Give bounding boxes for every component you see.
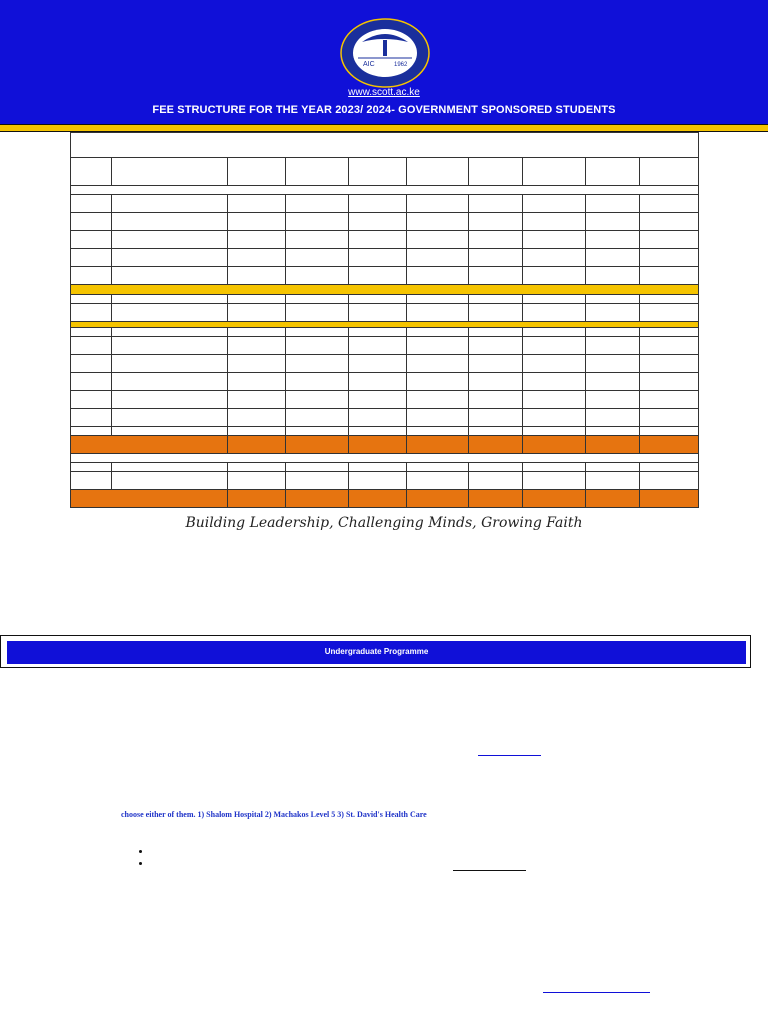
table-cell xyxy=(228,231,286,249)
table-cell xyxy=(523,304,586,322)
table-cell xyxy=(349,158,407,186)
table-cell xyxy=(640,472,699,490)
table-cell xyxy=(349,328,407,337)
table-cell xyxy=(469,355,523,373)
table-cell xyxy=(71,158,112,186)
table-header-row xyxy=(71,158,699,186)
table-cell xyxy=(407,267,469,285)
table-cell xyxy=(586,472,640,490)
programme-banner-label: Undergraduate Programme xyxy=(324,647,429,656)
table-cell xyxy=(469,213,523,231)
table-cell xyxy=(586,463,640,472)
table-cell xyxy=(71,249,112,267)
table-cell xyxy=(640,213,699,231)
table-cell xyxy=(349,195,407,213)
table-cell xyxy=(640,409,699,427)
table-row xyxy=(71,295,699,304)
table-cell xyxy=(407,472,469,490)
table-cell xyxy=(586,391,640,409)
table-cell xyxy=(286,490,349,508)
table-cell xyxy=(228,304,286,322)
table-cell xyxy=(640,427,699,436)
table-cell xyxy=(407,391,469,409)
table-cell xyxy=(112,304,228,322)
table-cell xyxy=(349,267,407,285)
table-cell xyxy=(469,304,523,322)
table-cell xyxy=(71,355,112,373)
table-cell xyxy=(469,373,523,391)
table-cell xyxy=(640,195,699,213)
subtotal-row xyxy=(71,436,699,454)
hyperlink-underline[interactable] xyxy=(478,755,541,756)
table-cell xyxy=(286,337,349,355)
table-cell xyxy=(407,463,469,472)
table-cell xyxy=(407,231,469,249)
table-row xyxy=(71,355,699,373)
table-cell xyxy=(469,409,523,427)
table-cell xyxy=(640,337,699,355)
table-cell xyxy=(286,328,349,337)
table-cell xyxy=(112,463,228,472)
table-cell xyxy=(523,391,586,409)
table-cell xyxy=(523,373,586,391)
table-row xyxy=(71,337,699,355)
table-cell xyxy=(286,436,349,454)
table-cell xyxy=(523,158,586,186)
table-cell xyxy=(112,213,228,231)
hospital-note: choose either of them. 1) Shalom Hospital 2) Machakos Level 5 3) St. David's Health Care xyxy=(121,810,427,819)
table-cell xyxy=(407,355,469,373)
table-cell xyxy=(586,158,640,186)
table-cell xyxy=(71,337,112,355)
table-cell xyxy=(71,472,112,490)
table-cell xyxy=(349,409,407,427)
table-cell xyxy=(286,355,349,373)
table-cell xyxy=(112,195,228,213)
table-cell xyxy=(640,158,699,186)
table-cell xyxy=(469,267,523,285)
bullet-icon xyxy=(139,862,142,865)
table-cell xyxy=(586,436,640,454)
table-cell xyxy=(112,427,228,436)
table-cell xyxy=(71,231,112,249)
table-cell xyxy=(640,436,699,454)
table-cell xyxy=(640,463,699,472)
table-cell xyxy=(586,295,640,304)
table-row xyxy=(71,304,699,322)
table-cell xyxy=(228,355,286,373)
table-cell xyxy=(228,213,286,231)
table-cell xyxy=(586,328,640,337)
table-cell xyxy=(349,213,407,231)
table-row xyxy=(71,391,699,409)
table-cell xyxy=(71,427,112,436)
table-cell xyxy=(349,427,407,436)
table-row xyxy=(71,328,699,337)
table-cell xyxy=(71,373,112,391)
table-cell xyxy=(349,463,407,472)
table-cell xyxy=(349,391,407,409)
table-cell xyxy=(71,391,112,409)
table-cell xyxy=(228,490,286,508)
table-cell xyxy=(586,231,640,249)
table-cell xyxy=(640,391,699,409)
table-cell xyxy=(523,463,586,472)
table-cell xyxy=(469,490,523,508)
table-cell xyxy=(640,267,699,285)
table-cell xyxy=(112,409,228,427)
table-cell xyxy=(469,249,523,267)
table-cell xyxy=(407,195,469,213)
table-cell xyxy=(640,328,699,337)
table-cell xyxy=(286,409,349,427)
table-cell xyxy=(349,436,407,454)
table-cell xyxy=(640,373,699,391)
table-row xyxy=(71,454,699,463)
table-cell xyxy=(112,391,228,409)
table-cell xyxy=(469,158,523,186)
table-cell xyxy=(228,427,286,436)
table-cell xyxy=(349,337,407,355)
table-cell xyxy=(71,436,228,454)
table-cell xyxy=(286,249,349,267)
table-cell xyxy=(523,355,586,373)
table-cell xyxy=(71,304,112,322)
table-cell xyxy=(349,304,407,322)
table-cell xyxy=(71,285,699,295)
table-cell xyxy=(286,463,349,472)
table-cell xyxy=(286,373,349,391)
table-cell xyxy=(228,463,286,472)
header-banner xyxy=(0,0,768,124)
table-cell xyxy=(407,158,469,186)
table-row xyxy=(71,267,699,285)
table-cell xyxy=(523,195,586,213)
table-cell xyxy=(407,490,469,508)
table-cell xyxy=(349,249,407,267)
table-cell xyxy=(407,427,469,436)
table-cell xyxy=(228,472,286,490)
table-cell xyxy=(640,249,699,267)
table-cell xyxy=(71,133,699,158)
table-cell xyxy=(286,158,349,186)
hyperlink-underline[interactable] xyxy=(543,992,650,993)
table-cell xyxy=(112,328,228,337)
fee-table xyxy=(70,132,699,508)
table-cell xyxy=(586,337,640,355)
table-cell xyxy=(407,328,469,337)
table-cell xyxy=(640,355,699,373)
table-cell xyxy=(349,373,407,391)
table-cell xyxy=(586,304,640,322)
table-cell xyxy=(71,195,112,213)
table-cell xyxy=(112,355,228,373)
table-cell xyxy=(71,454,699,463)
table-row xyxy=(71,472,699,490)
table-cell xyxy=(228,267,286,285)
table-cell xyxy=(640,304,699,322)
table-cell xyxy=(71,409,112,427)
table-cell xyxy=(349,231,407,249)
table-cell xyxy=(469,231,523,249)
svg-text:AIC: AIC xyxy=(363,61,375,68)
table-cell xyxy=(71,267,112,285)
table-cell xyxy=(469,295,523,304)
table-cell xyxy=(523,328,586,337)
table-cell xyxy=(286,391,349,409)
table-cell xyxy=(523,231,586,249)
table-cell xyxy=(469,436,523,454)
table-row xyxy=(71,195,699,213)
table-cell xyxy=(228,409,286,427)
table-cell xyxy=(523,213,586,231)
table-cell xyxy=(523,409,586,427)
table-cell xyxy=(586,373,640,391)
table-cell xyxy=(71,295,112,304)
university-motto: Building Leadership, Challenging Minds, Growing Faith xyxy=(185,515,583,531)
table-cell xyxy=(523,427,586,436)
table-cell xyxy=(228,328,286,337)
table-cell xyxy=(407,295,469,304)
table-cell xyxy=(71,328,112,337)
table-cell xyxy=(523,436,586,454)
table-row xyxy=(71,409,699,427)
table-cell xyxy=(523,472,586,490)
table-cell xyxy=(523,267,586,285)
table-row xyxy=(71,186,699,195)
underline-rule xyxy=(453,870,526,871)
header-divider xyxy=(0,124,768,132)
table-cell xyxy=(349,490,407,508)
table-cell xyxy=(349,295,407,304)
table-cell xyxy=(112,337,228,355)
programme-banner xyxy=(0,635,751,668)
table-cell xyxy=(286,304,349,322)
table-cell xyxy=(286,213,349,231)
table-cell xyxy=(71,463,112,472)
table-cell xyxy=(407,373,469,391)
table-cell xyxy=(286,472,349,490)
table-cell xyxy=(407,436,469,454)
table-cell xyxy=(469,195,523,213)
table-cell xyxy=(407,213,469,231)
table-cell xyxy=(286,231,349,249)
bullet-icon xyxy=(139,850,142,853)
table-cell xyxy=(640,231,699,249)
table-cell xyxy=(469,472,523,490)
table-cell xyxy=(286,195,349,213)
svg-text:1962: 1962 xyxy=(394,62,408,68)
table-cell xyxy=(586,355,640,373)
table-cell xyxy=(349,355,407,373)
table-cell xyxy=(112,373,228,391)
table-cell xyxy=(469,337,523,355)
table-cell xyxy=(523,249,586,267)
table-cell xyxy=(469,391,523,409)
table-cell xyxy=(228,391,286,409)
table-cell xyxy=(228,195,286,213)
table-cell xyxy=(228,373,286,391)
table-row xyxy=(71,427,699,436)
table-cell xyxy=(286,267,349,285)
table-cell xyxy=(586,267,640,285)
table-row xyxy=(71,463,699,472)
table-cell xyxy=(586,213,640,231)
table-row xyxy=(71,231,699,249)
table-cell xyxy=(586,490,640,508)
table-cell xyxy=(349,472,407,490)
table-row xyxy=(71,213,699,231)
table-cell xyxy=(407,337,469,355)
table-cell xyxy=(228,295,286,304)
table-cell xyxy=(640,295,699,304)
table-cell xyxy=(586,249,640,267)
table-cell xyxy=(407,304,469,322)
table-cell xyxy=(228,158,286,186)
table-cell xyxy=(469,328,523,337)
table-cell xyxy=(112,249,228,267)
table-cell xyxy=(523,490,586,508)
table-cell xyxy=(586,195,640,213)
university-logo xyxy=(340,18,430,88)
table-cell xyxy=(71,186,699,195)
table-cell xyxy=(586,427,640,436)
table-cell xyxy=(523,295,586,304)
table-cell xyxy=(469,427,523,436)
table-row xyxy=(71,249,699,267)
table-cell xyxy=(286,427,349,436)
table-cell xyxy=(469,463,523,472)
page-title: FEE STRUCTURE FOR THE YEAR 2023/ 2024- GOVERNMENT SPONSORED STUDENTS xyxy=(152,104,616,116)
table-row xyxy=(71,373,699,391)
website-link[interactable]: www.scott.ac.ke xyxy=(348,87,420,98)
table-cell xyxy=(523,337,586,355)
table-cell xyxy=(407,409,469,427)
total-row xyxy=(71,490,699,508)
table-cell xyxy=(112,267,228,285)
table-cell xyxy=(640,490,699,508)
table-cell xyxy=(112,295,228,304)
table-cell xyxy=(71,213,112,231)
table-cell xyxy=(112,231,228,249)
table-cell xyxy=(407,249,469,267)
table-cell xyxy=(586,409,640,427)
section-divider-row xyxy=(71,285,699,295)
table-cell xyxy=(228,337,286,355)
table-title-row xyxy=(71,133,699,158)
table-cell xyxy=(112,472,228,490)
table-cell xyxy=(71,490,228,508)
table-cell xyxy=(286,295,349,304)
table-cell xyxy=(228,436,286,454)
table-cell xyxy=(228,249,286,267)
table-cell xyxy=(112,158,228,186)
